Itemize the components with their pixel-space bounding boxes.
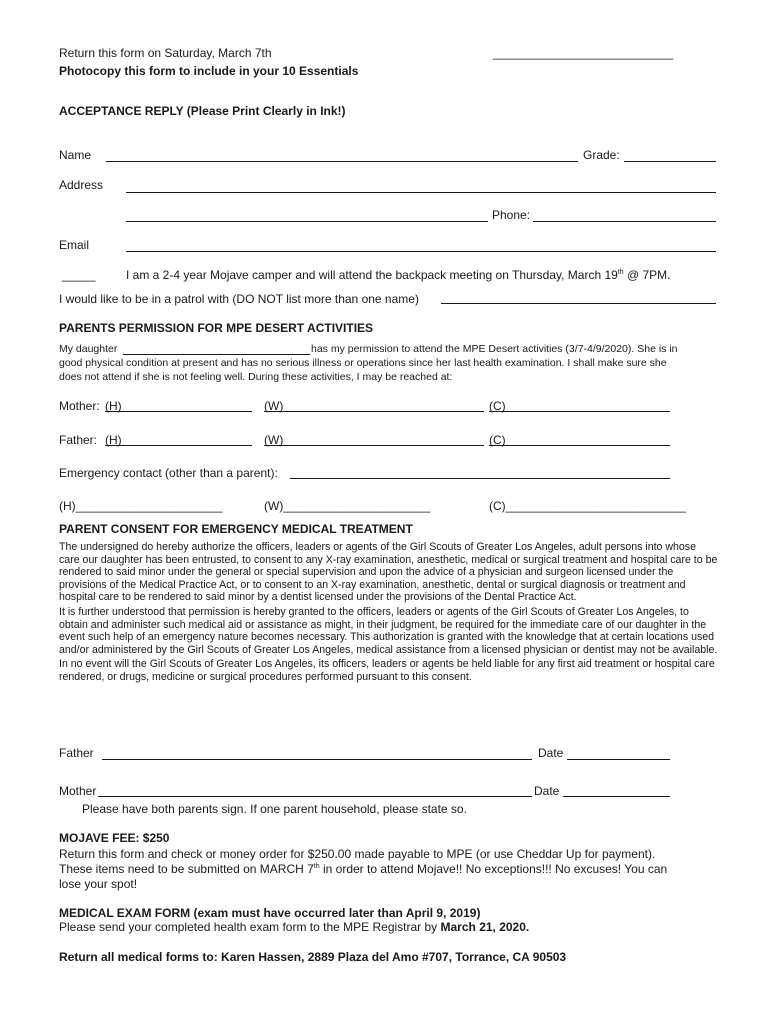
- father-work-phone-field[interactable]: [264, 431, 484, 446]
- father-label: Father:: [59, 433, 98, 447]
- father-signature-label: Father: [59, 746, 94, 760]
- father-c-label: (C): [489, 433, 506, 447]
- father-date-field[interactable]: [567, 745, 670, 760]
- patrol-field[interactable]: [441, 289, 716, 304]
- fee-title: MOJAVE FEE: $250: [59, 831, 170, 845]
- fee-line-3: lose your spot!: [59, 877, 138, 891]
- grade-label: Grade:: [583, 148, 620, 162]
- daughter-name-field[interactable]: [123, 340, 310, 355]
- consent-title: PARENT CONSENT FOR EMERGENCY MEDICAL TREATMENT: [59, 522, 413, 536]
- father-home-phone-field[interactable]: [105, 431, 252, 446]
- phone-field[interactable]: [533, 207, 716, 222]
- mother-c-label: (C): [489, 399, 506, 413]
- return-date-line: Return this form on Saturday, March 7th: [59, 46, 272, 60]
- fee-line-1: Return this form and check or money order for $250.00 made payable to MPE (or use Cheddar Up for payment).: [59, 847, 656, 861]
- name-field[interactable]: [106, 147, 578, 162]
- top-right-blank[interactable]: ___________________________: [493, 46, 674, 60]
- mother-signature-field[interactable]: [98, 782, 532, 797]
- mother-cell-phone-field[interactable]: [489, 397, 670, 412]
- permission-title: PARENTS PERMISSION FOR MPE DESERT ACTIVITIES: [59, 321, 374, 335]
- permission-line3: does not attend if she is not feeling well. During these activities, I may be reached at:: [59, 371, 453, 383]
- permission-line2: good physical condition at present and has no serious illness or operations since her last health examination. I shall make sure she: [59, 357, 667, 369]
- address-field-line2[interactable]: [126, 207, 488, 222]
- mother-date-field[interactable]: [563, 782, 670, 797]
- mother-signature-label: Mother: [59, 784, 97, 798]
- mother-work-phone-field[interactable]: [264, 397, 484, 412]
- email-field[interactable]: [126, 237, 716, 252]
- mother-w-label: (W): [264, 399, 284, 413]
- emergency-home-phone-field[interactable]: (H)______________________: [59, 499, 223, 513]
- camper-statement: I am a 2-4 year Mojave camper and will attend the backpack meeting on Thursday, March 19th @ 7PM.: [126, 268, 671, 282]
- daughter-label: My daughter: [59, 343, 118, 355]
- consent-paragraph-1: The undersigned do hereby authorize the officers, leaders or agents of the Girl Scouts of Greater Los Angeles, adult persons into whose care our daughter has been entrusted, to consent to any X-ray examination, anesthetic, medical or surgical treatment and hospital care to be rendered to said minor under the general or special supervision and upon the advice of a physician and surgeon licensed under the provisions of the Medical Practice Act, or to consent to an X-ray examination, anesthetic, dental or surgical diagnosis or treatment and hospital care to be rendered to said minor by a dentist licensed under the provisions of the Dental Practice Act.: [59, 541, 718, 604]
- patrol-label: I would like to be in a patrol with (DO NOT list more than one name): [59, 292, 419, 306]
- grade-field[interactable]: [624, 147, 716, 162]
- name-label: Name: [59, 148, 92, 162]
- father-cell-phone-field[interactable]: [489, 431, 670, 446]
- emergency-work-phone-field[interactable]: (W)______________________: [264, 499, 431, 513]
- mother-label: Mother:: [59, 399, 100, 413]
- photocopy-line: Photocopy this form to include in your 10 Essentials: [59, 64, 359, 78]
- father-date-label: Date: [538, 746, 564, 760]
- address-field-line1[interactable]: [126, 178, 716, 193]
- camper-check-blank[interactable]: _____: [62, 268, 96, 282]
- mother-date-label: Date: [534, 784, 560, 798]
- medical-return-address: Return all medical forms to: Karen Hassen, 2889 Plaza del Amo #707, Torrance, CA 90503: [59, 950, 567, 964]
- emergency-contact-field[interactable]: [290, 464, 670, 479]
- emergency-cell-phone-field[interactable]: (C)___________________________: [489, 499, 686, 513]
- medical-instruction: Please send your completed health exam form to the MPE Registrar by March 21, 2020.: [59, 920, 530, 934]
- mother-home-phone-field[interactable]: [105, 397, 252, 412]
- consent-paragraph-3: In no event will the Girl Scouts of Greater Los Angeles, its officers, leaders or agents be held liable for any first aid treatment or hospital care rendered, or drugs, medicine or surgical procedures performed pursuant to this consent.: [59, 658, 715, 683]
- email-label: Email: [59, 238, 90, 252]
- emergency-contact-label: Emergency contact (other than a parent):: [59, 466, 278, 480]
- fee-line-2: These items need to be submitted on MARCH 7th in order to attend Mojave!! No exceptions!!! No excuses! You can: [59, 862, 668, 876]
- signature-note: Please have both parents sign. If one parent household, please state so.: [82, 802, 467, 816]
- consent-paragraph-2: It is further understood that permission is hereby granted to the officers, leaders or agents of the Girl Scouts of Greater Los Angeles, to obtain and administer such medical aid or assistance as might, in their judgment, be required for the immediate care of our daughter in the event such help of an emergency nature becomes necessary. This authorization is granted with the knowledge that at certain locations used and/or administered by the Girl Scouts of Greater Los Angeles, medical assistance from a licensed physician or dentist may not be available.: [59, 605, 718, 656]
- consent-body: [59, 541, 719, 686]
- acceptance-title: ACCEPTANCE REPLY (Please Print Clearly in Ink!): [59, 104, 346, 118]
- mother-h-label: (H): [105, 399, 122, 413]
- permission-line1: has my permission to attend the MPE Desert activities (3/7-4/9/2020). She is in: [311, 343, 678, 355]
- medical-title: MEDICAL EXAM FORM (exam must have occurred later than April 9, 2019): [59, 906, 481, 920]
- father-signature-field[interactable]: [102, 745, 532, 760]
- address-label: Address: [59, 178, 104, 192]
- phone-label: Phone:: [492, 208, 531, 222]
- father-w-label: (W): [264, 433, 284, 447]
- father-h-label: (H): [105, 433, 122, 447]
